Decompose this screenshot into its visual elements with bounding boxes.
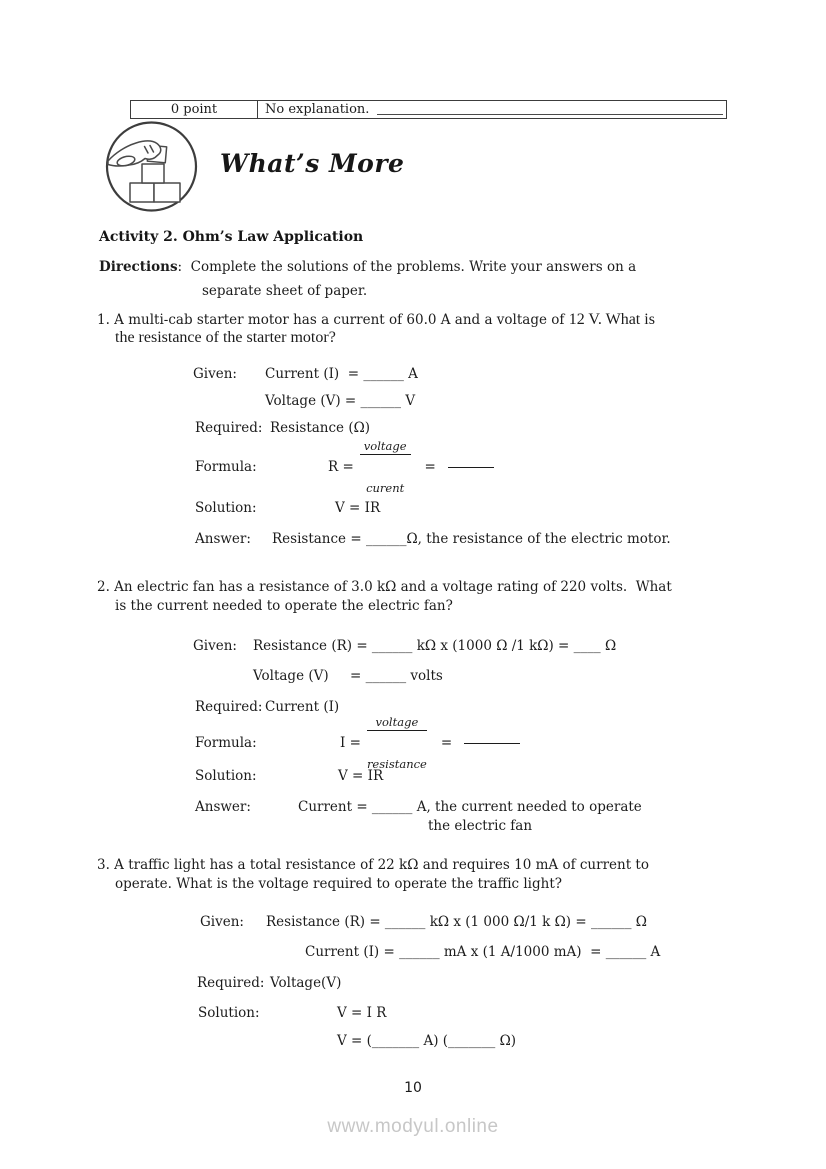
problem2-solution-row — [195, 768, 383, 784]
formula-label: Formula: — [195, 459, 257, 475]
watermark: www.modyul.online — [327, 1116, 499, 1137]
problem1-solution: V = IR — [335, 500, 381, 516]
required-label: Required: — [197, 975, 265, 991]
answer-label: Answer: — [195, 531, 251, 547]
equals-sign: = — [440, 735, 453, 751]
rubric-points-cell: 0 point — [131, 101, 258, 118]
problem3-given-row1 — [200, 914, 647, 930]
hand-stacking-blocks-icon — [105, 120, 198, 217]
directions-text: : Complete the solutions of the problems. Write your answers on a — [177, 259, 637, 275]
problem3-required-row — [197, 975, 341, 991]
problem3-given1: Resistance (R) = ______ kΩ x (1 000 Ω/1 k Ω) = ______ Ω — [266, 914, 647, 930]
rubric-fill-line — [377, 102, 723, 115]
given-label: Given: — [193, 638, 237, 654]
problem3-given-row2 — [305, 944, 660, 960]
problem2-given-row1 — [193, 638, 616, 654]
required-label: Required: — [195, 420, 263, 436]
rubric-description-text: No explanation. — [265, 102, 370, 117]
problem1-given-row1 — [193, 366, 418, 382]
problem2-required: Current (I) — [265, 699, 340, 715]
directions-line1 — [99, 259, 636, 275]
problem1-required-row — [195, 420, 370, 436]
given-label: Given: — [200, 914, 244, 930]
problem2-formula-fraction: $\frac{\text{voltage}}{\text{resistance}}$ — [366, 714, 427, 771]
problem3-solution-line2: V = (_______ A) (_______ Ω) — [337, 1033, 517, 1049]
problem2-statement-line1: 2. An electric fan has a resistance of 3.0 kΩ and a voltage rating of 220 volts. What — [97, 579, 672, 595]
problem1-statement-line2: the resistance of the starter motor? — [115, 329, 336, 346]
problem2-statement-line2: is the current needed to operate the electric fan? — [115, 598, 453, 614]
problem1-answer: Resistance = ______Ω, the resistance of the electric motor. — [272, 531, 671, 547]
problem2-answer-line2: the electric fan — [428, 818, 533, 834]
blank-line — [448, 467, 494, 468]
problem2-answer-line1: Current = ______ A, the current needed to operate — [298, 799, 642, 815]
problem2-required-row — [195, 699, 339, 715]
problem1-solution-row — [195, 500, 380, 516]
equals-sign: = — [424, 459, 436, 475]
required-label: Required: — [195, 699, 263, 715]
problem3-required: Voltage(V) — [270, 975, 342, 991]
problem2-answer-row — [195, 799, 642, 815]
rubric-table-row — [130, 100, 727, 119]
problem2-solution: V = IR — [338, 768, 384, 784]
directions-label: Directions — [99, 259, 178, 275]
given-label: Given: — [193, 366, 237, 382]
problem3-solution-line1: V = I R — [337, 1005, 387, 1021]
rubric-description-cell — [258, 101, 726, 118]
problem1-given1: Current (I) = ______ A — [265, 366, 418, 382]
problem2-formula-lhs: I = — [340, 735, 361, 751]
formula-label: Formula: — [195, 735, 257, 751]
problem2-formula-row — [195, 714, 520, 771]
problem1-given-row2 — [265, 393, 415, 409]
problem3-solution-row — [198, 1005, 386, 1021]
solution-label: Solution: — [195, 768, 257, 784]
solution-label: Solution: — [198, 1005, 260, 1021]
directions-line2: separate sheet of paper. — [202, 283, 368, 299]
problem1-formula-row — [195, 438, 494, 495]
activity-heading: Activity 2. Ohm’s Law Application — [99, 229, 364, 245]
problem2-given2-label: Voltage (V) — [253, 668, 329, 684]
page-number: 10 — [404, 1080, 422, 1096]
problem1-formula-lhs: R = — [328, 459, 354, 475]
problem1-answer-row — [195, 531, 671, 547]
problem1-given2: Voltage (V) = ______ V — [265, 393, 416, 409]
problem3-statement-line1: 3. A traffic light has a total resistance of 22 kΩ and requires 10 mA of current to — [97, 857, 649, 873]
problem2-given1: Resistance (R) = ______ kΩ x (1000 Ω /1 kΩ) = ____ Ω — [253, 638, 617, 654]
problem1-formula-fraction: $\frac{\text{voltage}}{\text{curent}}$ — [360, 414, 411, 521]
answer-label: Answer: — [195, 799, 251, 815]
problem3-statement-line2: operate. What is the voltage required to operate the traffic light? — [115, 876, 563, 892]
problem1-required: Resistance (Ω) — [270, 420, 371, 436]
problem1-statement-line1: 1. A multi-cab starter motor has a current of 60.0 A and a voltage of 12 V. What is — [97, 311, 655, 328]
problem2-given2-value: = ______ volts — [350, 668, 443, 684]
problem3-given2: Current (I) = ______ mA x (1 A/1000 mA) = ______ A — [305, 944, 661, 960]
problem2-given-row2 — [253, 668, 443, 684]
solution-label: Solution: — [195, 500, 257, 516]
section-title: What’s More — [220, 149, 405, 178]
blank-line — [464, 743, 520, 744]
